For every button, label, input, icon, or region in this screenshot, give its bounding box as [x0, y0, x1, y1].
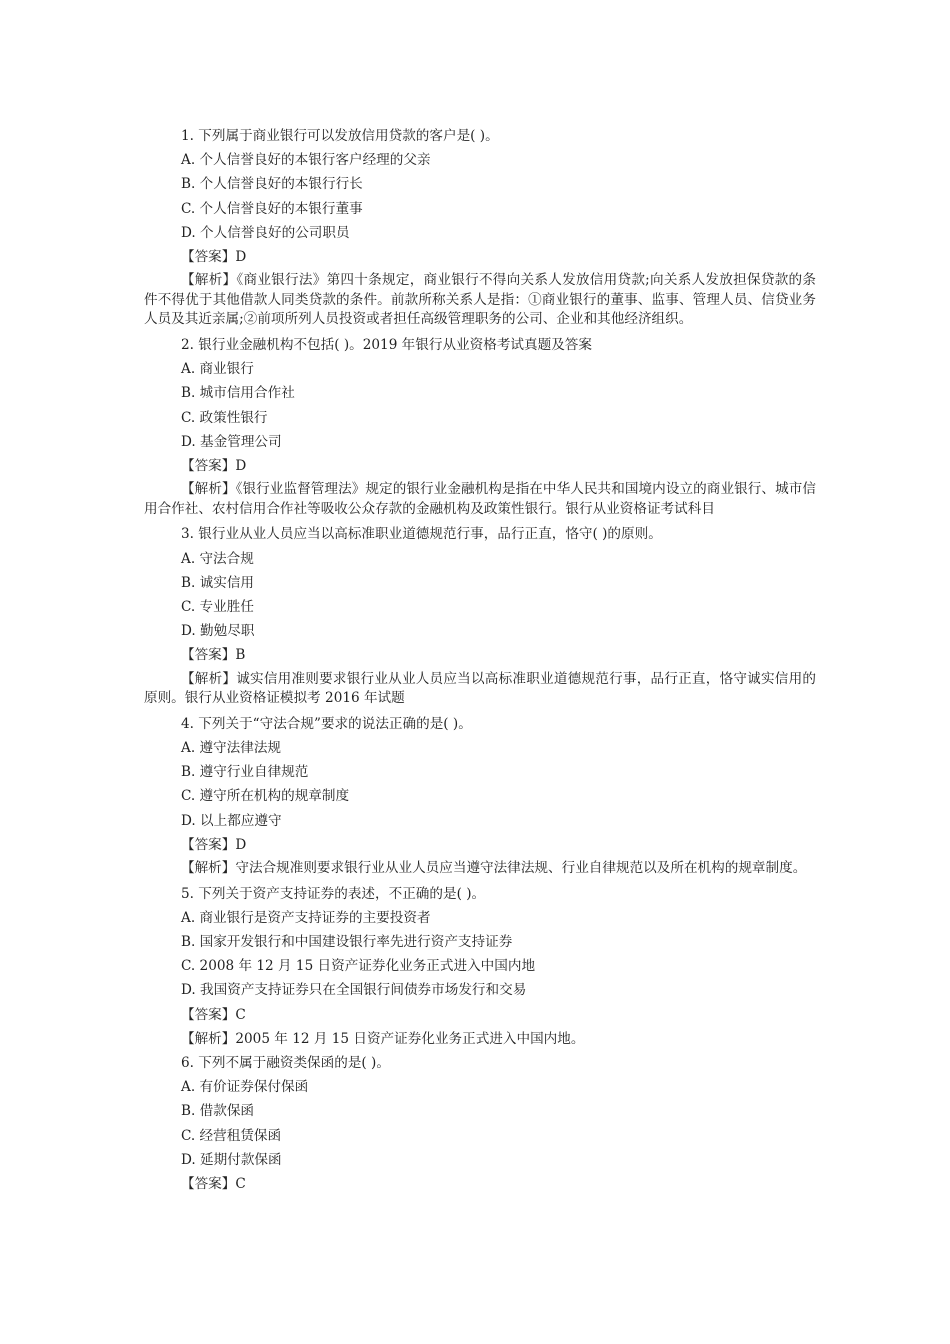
- option-b: B. 遵守行业自律规范: [181, 764, 309, 781]
- answer: 【答案】C: [181, 1176, 246, 1193]
- option-d: D. 个人信誉良好的公司职员: [181, 224, 350, 241]
- answer: 【答案】D: [181, 249, 247, 266]
- question-stem: 1. 下列属于商业银行可以发放信用贷款的客户是( )。: [181, 128, 499, 144]
- option-b: B. 借款保函: [181, 1103, 255, 1120]
- option-d: D. 勤勉尽职: [181, 623, 255, 640]
- option-a: A. 守法合规: [181, 550, 254, 567]
- option-c: C. 个人信誉良好的本银行董事: [181, 200, 363, 217]
- question-stem: 3. 银行业从业人员应当以高标准职业道德规范行事，品行正直，恪守( )的原则。: [181, 526, 662, 543]
- option-b: B. 国家开发银行和中国建设银行率先进行资产支持证券: [181, 934, 513, 951]
- option-c: C. 专业胜任: [181, 599, 254, 616]
- question-stem: 2. 银行业金融机构不包括( )。2019 年银行从业资格考试真题及答案: [181, 337, 592, 353]
- answer: 【答案】D: [181, 836, 247, 853]
- option-c: C. 政策性银行: [181, 409, 268, 426]
- question-stem: 4. 下列关于“守法合规”要求的说法正确的是( )。: [181, 715, 472, 732]
- option-a: A. 遵守法律法规: [181, 740, 282, 757]
- option-b: B. 城市信用合作社: [181, 385, 295, 402]
- option-a: A. 有价证券保付保函: [181, 1079, 309, 1096]
- answer: 【答案】D: [181, 458, 247, 475]
- answer: 【答案】C: [181, 1006, 246, 1023]
- option-b: B. 个人信誉良好的本银行行长: [181, 176, 363, 193]
- option-a: A. 个人信誉良好的本银行客户经理的父亲: [181, 152, 431, 169]
- question-list: [144, 124, 816, 1196]
- question-stem: 6. 下列不属于融资类保函的是( )。: [181, 1055, 390, 1072]
- explanation: 【解析】守法合规准则要求银行业从业人员应当遵守法律法规、行业自律规范以及所在机构的规章制度。: [181, 860, 807, 877]
- explanation: 【解析】《银行业监督管理法》规定的银行业金融机构是指在中华人民共和国境内设立的商业银行、城市信用合作社、农村信用合作社等吸收公众存款的金融机构及政策性银行。银行从业资格证考试科目: [144, 481, 816, 517]
- explanation: 【解析】《商业银行法》第四十条规定，商业银行不得向关系人发放信用贷款;向关系人发放担保贷款的条件不得优于其他借款人同类贷款的条件。前款所称关系人是指：①商业银行的董事、监事、管理人员、信贷业务人员及其近亲属;②前项所列人员投资或者担任高级管理职务的公司、企业和其他经济组织。: [144, 272, 816, 328]
- explanation: 【解析】2005 年 12 月 15 日资产证券化业务正式进入中国内地。: [181, 1030, 585, 1047]
- explanation: 【解析】诚实信用准则要求银行业从业人员应当以高标准职业道德规范行事，品行正直，恪守诚实信用的原则。银行从业资格证模拟考 2016 年试题: [144, 670, 816, 707]
- option-a: A. 商业银行是资产支持证券的主要投资者: [181, 909, 431, 926]
- option-c: C. 遵守所在机构的规章制度: [181, 788, 350, 805]
- option-c: C. 经营租赁保函: [181, 1127, 282, 1144]
- question-stem: 5. 下列关于资产支持证券的表述，不正确的是( )。: [181, 885, 486, 902]
- option-b: B. 诚实信用: [181, 574, 255, 591]
- option-d: D. 以上都应遵守: [181, 812, 282, 829]
- option-a: A. 商业银行: [181, 361, 254, 378]
- answer: 【答案】B: [181, 647, 246, 664]
- option-c: C. 2008 年 12 月 15 日资产证券化业务正式进入中国内地: [181, 958, 536, 975]
- option-d: D. 基金管理公司: [181, 433, 282, 450]
- option-d: D. 我国资产支持证券只在全国银行间债券市场发行和交易: [181, 982, 527, 999]
- option-d: D. 延期付款保函: [181, 1151, 282, 1168]
